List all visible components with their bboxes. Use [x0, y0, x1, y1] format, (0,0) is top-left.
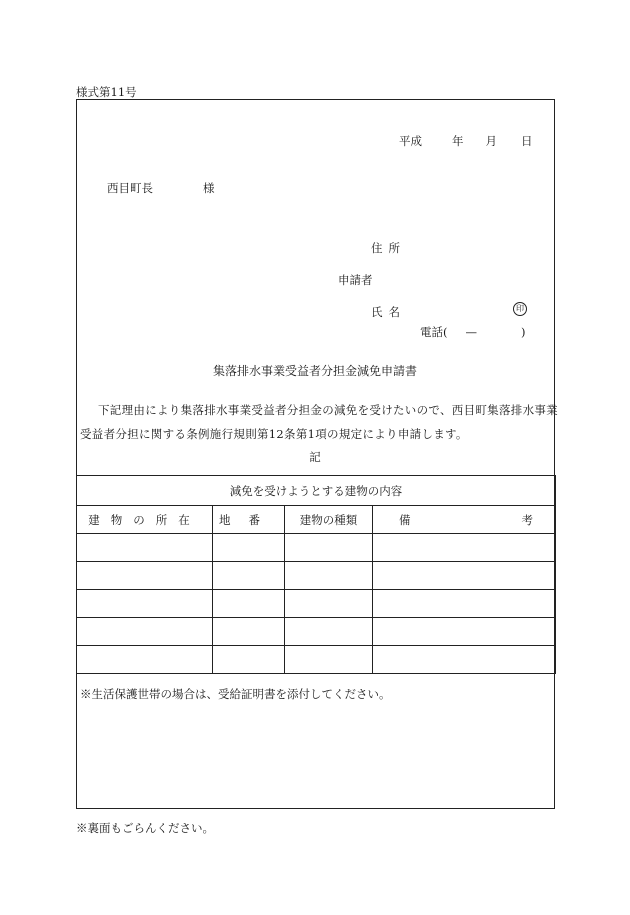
table-row — [77, 590, 556, 618]
name-label: 氏名 — [371, 305, 406, 319]
table-row — [77, 646, 556, 674]
form-number: 様式第11号 — [76, 85, 137, 99]
phone-close: ) — [521, 325, 526, 339]
cell-remarks[interactable] — [373, 618, 556, 646]
cell-type[interactable] — [285, 562, 373, 590]
col-building-location: 建物の所在 — [77, 506, 213, 534]
cell-location[interactable] — [77, 590, 213, 618]
table-row — [77, 562, 556, 590]
form-title: 集落排水事業受益者分担金減免申請書 — [212, 364, 417, 378]
table-header-row — [77, 506, 556, 534]
col-remarks-right: 考 — [521, 512, 533, 527]
table-row — [77, 618, 556, 646]
address-label: 住所 — [371, 241, 406, 255]
cell-lot[interactable] — [213, 562, 285, 590]
cell-remarks[interactable] — [373, 590, 556, 618]
table-section-title: 減免を受けようとする建物の内容 — [77, 476, 556, 506]
body-text-line-1: 下記理由により集落排水事業受益者分担金の減免を受けたいので、西目町集落排水事業 — [98, 403, 558, 417]
cell-lot[interactable] — [213, 618, 285, 646]
cell-type[interactable] — [285, 646, 373, 674]
ki-marker: 記 — [309, 450, 321, 464]
seal-mark: 印 — [513, 302, 527, 316]
phone-row — [420, 324, 526, 340]
footer-note: ※裏面もごらんください。 — [76, 821, 214, 835]
cell-remarks[interactable] — [373, 534, 556, 562]
col-lot-number: 地番 — [213, 506, 285, 534]
col-building-type: 建物の種類 — [285, 506, 373, 534]
cell-location[interactable] — [77, 562, 213, 590]
table-row — [77, 534, 556, 562]
date-day: 日 — [521, 134, 533, 148]
date-era: 平成 — [399, 134, 422, 148]
building-table — [76, 475, 556, 674]
cell-location[interactable] — [77, 534, 213, 562]
cell-lot[interactable] — [213, 646, 285, 674]
cell-lot[interactable] — [213, 534, 285, 562]
phone-dash: — — [465, 325, 477, 339]
cell-type[interactable] — [285, 618, 373, 646]
date-month: 月 — [485, 134, 497, 148]
recipient-honorific: 様 — [203, 181, 215, 195]
cell-remarks[interactable] — [373, 562, 556, 590]
col-remarks — [373, 506, 556, 534]
date-row — [399, 133, 533, 149]
phone-label: 電話( — [420, 325, 448, 339]
recipient-title: 西目町長 — [107, 181, 153, 195]
col-remarks-left: 備 — [399, 512, 411, 527]
cell-remarks[interactable] — [373, 646, 556, 674]
welfare-note: ※生活保護世帯の場合は、受給証明書を添付してください。 — [80, 687, 391, 701]
cell-lot[interactable] — [213, 590, 285, 618]
recipient — [107, 180, 215, 196]
cell-location[interactable] — [77, 646, 213, 674]
table-section-row — [77, 476, 556, 506]
body-text-line-2: 受益者分担に関する条例施行規則第12条第1項の規定により申請します。 — [80, 427, 468, 441]
cell-location[interactable] — [77, 618, 213, 646]
date-year: 年 — [452, 134, 464, 148]
applicant-label: 申請者 — [338, 273, 373, 287]
cell-type[interactable] — [285, 590, 373, 618]
cell-type[interactable] — [285, 534, 373, 562]
